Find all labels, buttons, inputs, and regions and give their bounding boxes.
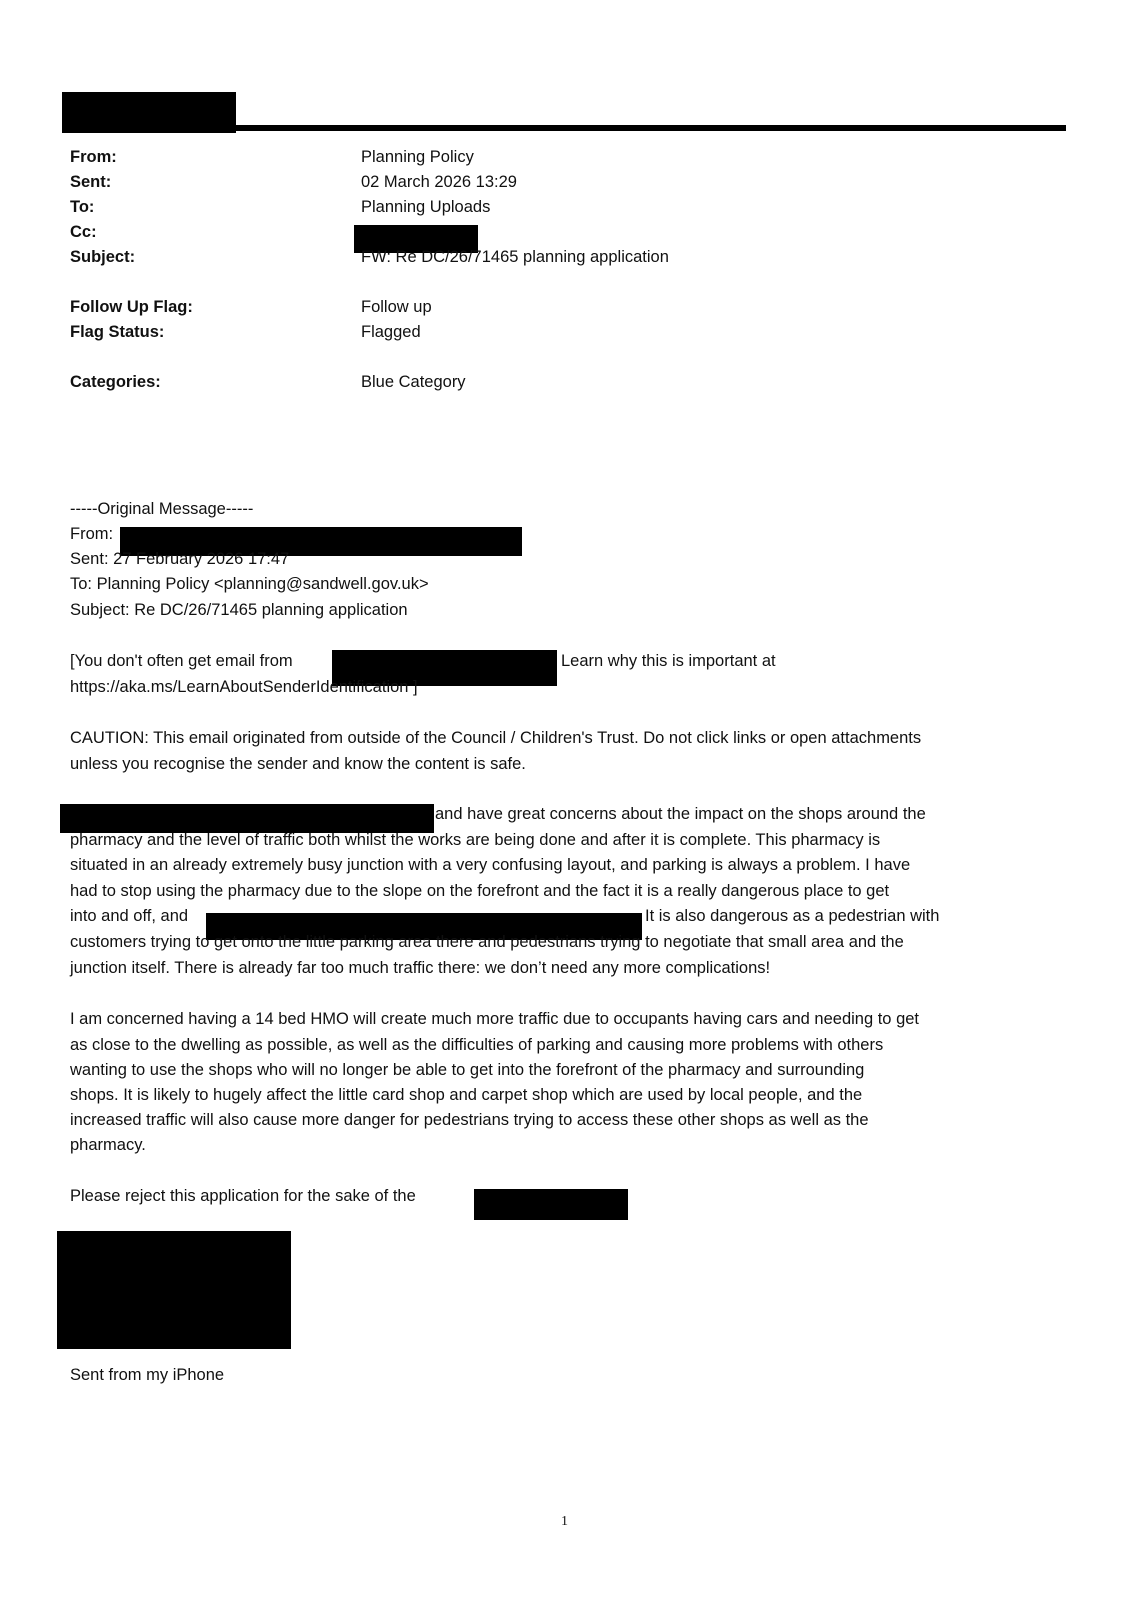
flag-status-label: Flag Status: [70,323,165,341]
notice-link[interactable]: https://aka.ms/LearnAboutSenderIdentification ] [70,678,418,696]
para1-line: had to stop using the pharmacy due to the slope on the forefront and the fact it is a really dangerous place to get [70,882,890,900]
flag-status-value: Flagged [361,323,421,341]
sent-value: 02 March 2026 13:29 [361,173,517,191]
para1-line: customers trying to get onto the little parking area there and pedestrians trying to negotiate that small area and the [70,933,904,951]
notice-suffix: Learn why this is important at [561,652,776,670]
original-sent: Sent: 27 February 2026 17:47 [70,550,290,568]
page-number: 1 [561,1514,568,1529]
original-from: From: [70,525,114,543]
subject-label: Subject: [70,248,136,266]
para1-line: situated in an already extremely busy junction with a very confusing layout, and parking is always a problem. I have [70,856,911,874]
para1-line: into and off, and [70,907,189,925]
cc-label: Cc: [70,223,97,241]
para1-line: pharmacy and the level of traffic both whilst the works are being done and after it is complete. This pharmacy is [70,831,881,849]
from-label: From: [70,148,117,166]
para2-line: shops. It is likely to hugely affect the little card shop and carpet shop which are used by local people, and the [70,1086,863,1104]
header-rule [236,125,1066,131]
to-label: To: [70,198,95,216]
original-to: To: Planning Policy <planning@sandwell.gov.uk> [70,575,429,593]
para1-line: It is also dangerous as a pedestrian with [645,907,940,925]
header-redaction [62,92,236,133]
para2-line: as close to the dwelling as possible, as well as the difficulties of parking and causing more problems with others [70,1036,884,1054]
follow-up-flag-label: Follow Up Flag: [70,298,193,316]
para2-line: I am concerned having a 14 bed HMO will create much more traffic due to occupants having cars and needing to get [70,1010,920,1028]
caution-line: CAUTION: This email originated from outside of the Council / Children's Trust. Do not click links or open attachments [70,729,922,747]
categories-value: Blue Category [361,373,466,391]
para2-line: wanting to use the shops who will no longer be able to get into the forefront of the pharmacy and surrounding [70,1061,865,1079]
original-message-marker: -----Original Message----- [70,500,254,518]
original-subject: Subject: Re DC/26/71465 planning application [70,601,408,619]
signature-redaction [57,1231,291,1349]
para2-line: increased traffic will also cause more danger for pedestrians trying to access these other shops as well as the [70,1111,869,1129]
subject-value: FW: Re DC/26/71465 planning application [361,248,669,266]
follow-up-flag-value: Follow up [361,298,432,316]
from-value: Planning Policy [361,148,474,166]
para1-line: junction itself. There is already far too much traffic there: we don’t need any more complications! [70,959,771,977]
notice-prefix: [You don't often get email from [70,652,293,670]
caution-line: unless you recognise the sender and know the content is safe. [70,755,526,773]
sent-label: Sent: [70,173,112,191]
closing-redaction [474,1189,628,1220]
categories-label: Categories: [70,373,161,391]
closing-line: Please reject this application for the sake of the [70,1187,416,1205]
to-value: Planning Uploads [361,198,491,216]
para1-line: and have great concerns about the impact on the shops around the [435,805,926,823]
signature-line: Sent from my iPhone [70,1366,225,1384]
para2-line: pharmacy. [70,1136,146,1154]
